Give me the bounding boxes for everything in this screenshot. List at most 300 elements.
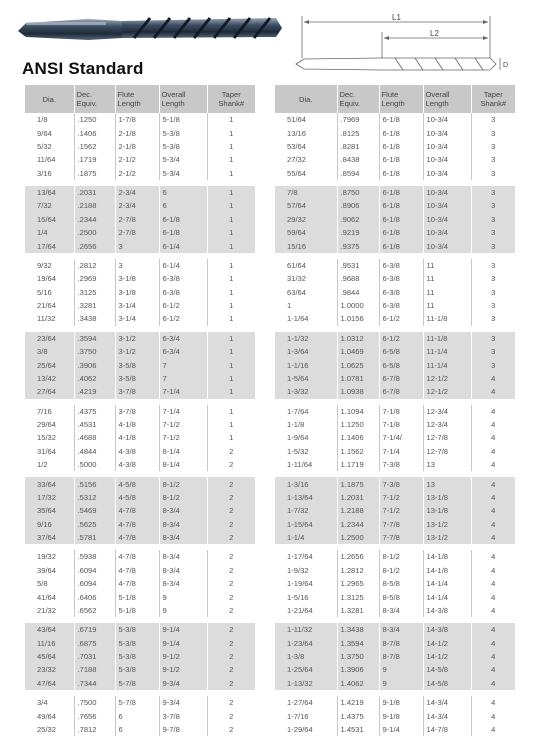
cell-taper-shank: 1	[207, 329, 255, 345]
cell-taper-shank: 1	[207, 272, 255, 285]
cell-taper-shank: 2	[207, 458, 255, 474]
cell-dia: 37/64	[25, 531, 74, 547]
cell-dia: 19/32	[25, 547, 74, 563]
table-row	[25, 445, 255, 458]
cell-taper-shank: 4	[471, 709, 515, 722]
cell-flute-length: 7-1/2	[379, 504, 423, 517]
cell-dec-equiv: .2188	[74, 199, 115, 212]
cell-flute-length: 6-1/8	[379, 113, 423, 126]
cell-taper-shank: 2	[207, 531, 255, 547]
cell-flute-length: 2-7/8	[115, 226, 159, 239]
cell-overall-length: 8-3/4	[159, 504, 207, 517]
col-dia	[275, 85, 337, 113]
l1-label: L1	[392, 14, 401, 22]
cell-taper-shank: 2	[207, 677, 255, 693]
cell-dec-equiv: .8438	[337, 153, 379, 166]
table-body-left	[25, 113, 255, 736]
cell-flute-length: 6-7/8	[379, 372, 423, 385]
cell-dec-equiv: .7344	[74, 677, 115, 693]
cell-dia: 17/32	[25, 491, 74, 504]
cell-overall-length: 8-3/4	[159, 518, 207, 531]
cell-dia: 1-9/32	[287, 565, 309, 575]
table-row	[275, 709, 515, 722]
cell-dec-equiv: .3594	[74, 329, 115, 345]
table-row	[275, 663, 515, 676]
cell-overall-length: 12-3/4	[423, 402, 471, 418]
table-row	[25, 213, 255, 226]
taper-shank-drill-image	[14, 4, 284, 50]
cell-dec-equiv: .2812	[74, 256, 115, 272]
cell-dec-equiv: .2344	[74, 213, 115, 226]
cell-overall-length: 12-3/4	[423, 418, 471, 431]
cell-overall-length: 12-7/8	[423, 445, 471, 458]
cell-dia: 5/16	[37, 287, 52, 297]
cell-overall-length: 8-1/4	[159, 445, 207, 458]
cell-flute-length: 2-1/2	[115, 167, 159, 183]
table-row	[275, 504, 515, 517]
cell-dec-equiv: .1406	[74, 126, 115, 139]
cell-taper-shank: 3	[471, 126, 515, 139]
cell-taper-shank: 3	[471, 226, 515, 239]
cell-dia: 55/64	[287, 168, 307, 178]
cell-flute-length: 3	[115, 256, 159, 272]
cell-dia: 11/16	[25, 637, 74, 650]
cell-overall-length: 14-1/8	[423, 564, 471, 577]
table-row	[25, 590, 255, 603]
cell-flute-length: 6-3/8	[379, 299, 423, 312]
cell-overall-length: 6-1/4	[159, 239, 207, 255]
cell-taper-shank: 2	[207, 564, 255, 577]
cell-flute-length: 5-1/8	[115, 604, 159, 620]
cell-flute-length: 7-1/4	[379, 445, 423, 458]
cell-dia: 1-25/64	[275, 663, 337, 676]
cell-flute-length: 6	[115, 709, 159, 722]
cell-flute-length: 7-3/8	[379, 458, 423, 474]
col-dec-line1: Dec.	[339, 90, 356, 99]
table-row	[275, 286, 515, 299]
cell-overall-length: 9-1/4	[159, 637, 207, 650]
cell-dia: 3/16	[37, 168, 52, 178]
cell-flute-length: 3-5/8	[115, 358, 159, 371]
cell-dia: 39/64	[37, 565, 57, 575]
table-row	[25, 474, 255, 490]
col-dec-line1: Dec.	[76, 90, 93, 99]
cell-overall-length: 11	[423, 272, 471, 285]
cell-flute-length: 7-3/8	[379, 474, 423, 490]
cell-flute-length: 6-1/2	[379, 312, 423, 328]
table-row	[25, 564, 255, 577]
table-row	[275, 458, 515, 474]
cell-taper-shank: 1	[207, 256, 255, 272]
cell-taper-shank: 4	[471, 418, 515, 431]
cell-dia: 1-21/64	[287, 605, 313, 615]
cell-dia: 1-3/16	[275, 474, 337, 490]
cell-dec-equiv: 1.0938	[337, 385, 379, 401]
cell-flute-length: 6-3/8	[379, 272, 423, 285]
col-taper-shank	[207, 85, 255, 113]
cell-taper-shank: 4	[471, 723, 515, 736]
table-row	[275, 199, 515, 212]
col-dia-label: Dia.	[42, 94, 56, 104]
cell-flute-length: 9-1/4	[379, 723, 423, 736]
cell-dia: 1/2	[37, 460, 48, 470]
cell-flute-length: 7-1/8	[379, 418, 423, 431]
cell-flute-length: 8-5/8	[379, 590, 423, 603]
cell-dia: 7/16	[25, 402, 74, 418]
cell-taper-shank: 4	[471, 547, 515, 563]
cell-taper-shank: 3	[471, 213, 515, 226]
cell-flute-length: 7-1/8	[379, 402, 423, 418]
cell-overall-length: 11-1/8	[423, 312, 471, 328]
cell-dia: 1-15/64	[275, 518, 337, 531]
table-row	[275, 312, 515, 328]
col-flute-line1: Flute	[117, 90, 135, 99]
cell-dec-equiv: .5625	[74, 518, 115, 531]
cell-dia: 25/32	[37, 724, 57, 734]
table-row	[25, 329, 255, 345]
cell-dec-equiv: .3750	[74, 345, 115, 358]
cell-overall-length: 11-1/4	[423, 345, 471, 358]
cell-dia: 13/64	[25, 183, 74, 199]
col-taper-line2: Shank#	[480, 99, 507, 108]
cell-dec-equiv: .9062	[337, 213, 379, 226]
cell-taper-shank: 1	[207, 183, 255, 199]
cell-dia: 9/16	[25, 518, 74, 531]
cell-flute-length: 6-1/2	[379, 329, 423, 345]
cell-overall-length: 6-1/8	[159, 226, 207, 239]
cell-flute-length: 8-5/8	[379, 577, 423, 590]
cell-flute-length: 3	[115, 239, 159, 255]
cell-dia: 1-1/8	[287, 420, 305, 430]
cell-dec-equiv: 1.0781	[337, 372, 379, 385]
cell-dec-equiv: 1.4531	[337, 723, 379, 736]
cell-dia: 1-5/64	[275, 372, 337, 385]
cell-taper-shank: 3	[471, 256, 515, 272]
cell-dec-equiv: .2969	[74, 272, 115, 285]
cell-dec-equiv: 1.1562	[337, 445, 379, 458]
cell-overall-length: 8-1/4	[159, 458, 207, 474]
cell-dec-equiv: .4688	[74, 431, 115, 444]
table-row	[275, 620, 515, 636]
cell-dec-equiv: .9688	[337, 272, 379, 285]
table-row	[275, 256, 515, 272]
cell-flute-length: 2-1/8	[115, 140, 159, 153]
cell-flute-length: 5-7/8	[115, 677, 159, 693]
cell-dia: 1/8	[37, 115, 48, 125]
table-row	[275, 329, 515, 345]
cell-flute-length: 2-7/8	[115, 213, 159, 226]
cell-dec-equiv: .9375	[337, 239, 379, 255]
cell-overall-length: 14-3/8	[423, 620, 471, 636]
cell-dia: 1-3/32	[275, 385, 337, 401]
cell-flute-length: 5-3/8	[115, 663, 159, 676]
cell-flute-length: 7-1/4/	[379, 431, 423, 444]
cell-dec-equiv: .4844	[74, 445, 115, 458]
table-row	[25, 286, 255, 299]
cell-dec-equiv: 1.2188	[337, 504, 379, 517]
cell-taper-shank: 4	[471, 504, 515, 517]
cell-dia: 1	[287, 301, 292, 311]
cell-dec-equiv: 1.0000	[337, 299, 379, 312]
cell-taper-shank: 2	[207, 637, 255, 650]
cell-dia: 7/32	[25, 199, 74, 212]
cell-dec-equiv: .8750	[337, 183, 379, 199]
cell-dec-equiv: .4531	[74, 418, 115, 431]
cell-dia: 3/8	[25, 345, 74, 358]
cell-flute-length: 4-7/8	[115, 504, 159, 517]
cell-overall-length: 6-1/2	[159, 312, 207, 328]
cell-dia: 13/42	[25, 372, 74, 385]
table-row	[25, 358, 255, 371]
table-row	[275, 153, 515, 166]
cell-dec-equiv: 1.1875	[337, 474, 379, 490]
cell-dia: 23/64	[25, 329, 74, 345]
cell-taper-shank: 3	[471, 153, 515, 166]
cell-dia: 1-9/64	[287, 433, 309, 443]
table-row	[275, 167, 515, 183]
col-dia-label: Dia.	[298, 94, 313, 104]
cell-flute-length: 4-3/8	[115, 458, 159, 474]
col-overall-line1: Overall	[425, 90, 450, 99]
cell-taper-shank: 3	[471, 345, 515, 358]
cell-overall-length: 10-3/4	[423, 126, 471, 139]
cell-taper-shank: 4	[471, 604, 515, 620]
cell-dec-equiv: .9531	[337, 256, 379, 272]
cell-overall-length: 10-3/4	[423, 153, 471, 166]
cell-dia: 1-7/64	[275, 402, 337, 418]
cell-overall-length: 14-3/8	[423, 604, 471, 620]
cell-taper-shank: 3	[471, 272, 515, 285]
cell-taper-shank: 4	[471, 531, 515, 547]
cell-dec-equiv: 1.3906	[337, 663, 379, 676]
spec-table-left	[25, 85, 255, 736]
cell-taper-shank: 3	[471, 358, 515, 371]
cell-overall-length: 9	[159, 590, 207, 603]
table-row	[275, 531, 515, 547]
cell-overall-length: 7-1/2	[159, 418, 207, 431]
cell-overall-length: 14-1/2	[423, 637, 471, 650]
cell-dec-equiv: .5000	[74, 458, 115, 474]
cell-overall-length: 6-1/2	[159, 299, 207, 312]
cell-flute-length: 1-7/8	[115, 113, 159, 126]
cell-dia: 1-13/32	[275, 677, 337, 693]
cell-taper-shank: 3	[471, 286, 515, 299]
table-row	[25, 372, 255, 385]
cell-dec-equiv: .8906	[337, 199, 379, 212]
cell-taper-shank: 3	[471, 239, 515, 255]
cell-overall-length: 14-3/4	[423, 693, 471, 709]
cell-flute-length: 4-7/8	[115, 531, 159, 547]
cell-dec-equiv: .9219	[337, 226, 379, 239]
cell-dia: 33/64	[25, 474, 74, 490]
table-row	[275, 239, 515, 255]
cell-dec-equiv: .7969	[337, 113, 379, 126]
cell-overall-length: 5-3/4	[159, 153, 207, 166]
cell-overall-length: 6-1/8	[159, 213, 207, 226]
cell-taper-shank: 4	[471, 518, 515, 531]
cell-dec-equiv: .5469	[74, 504, 115, 517]
header-row	[25, 85, 255, 113]
table-row	[25, 226, 255, 239]
cell-taper-shank: 2	[207, 577, 255, 590]
cell-flute-length: 3-1/8	[115, 286, 159, 299]
cell-flute-length: 3-1/8	[115, 272, 159, 285]
cell-taper-shank: 1	[207, 385, 255, 401]
cell-dec-equiv: .5156	[74, 474, 115, 490]
cell-dia: 25/64	[25, 358, 74, 371]
cell-flute-length: 2-3/4	[115, 199, 159, 212]
table-row	[275, 637, 515, 650]
cell-taper-shank: 4	[471, 620, 515, 636]
cell-taper-shank: 4	[471, 637, 515, 650]
cell-dia: 9/64	[37, 128, 52, 138]
cell-overall-length: 10-3/4	[423, 167, 471, 183]
cell-flute-length: 8-1/2	[379, 564, 423, 577]
cell-overall-length: 14-5/8	[423, 663, 471, 676]
table-row	[275, 213, 515, 226]
cell-overall-length: 8-3/4	[159, 547, 207, 563]
cell-flute-length: 6-1/8	[379, 226, 423, 239]
table-row	[275, 183, 515, 199]
cell-taper-shank: 2	[207, 620, 255, 636]
cell-overall-length: 10-3/4	[423, 239, 471, 255]
cell-dia: 45/64	[25, 650, 74, 663]
cell-dec-equiv: .8594	[337, 167, 379, 183]
table-row	[25, 620, 255, 636]
cell-taper-shank: 1	[207, 167, 255, 183]
cell-taper-shank: 3	[471, 140, 515, 153]
cell-flute-length: 7-7/8	[379, 518, 423, 531]
col-dec-line2: Equiv.	[339, 99, 361, 108]
cell-flute-length: 8-3/4	[379, 620, 423, 636]
cell-dia: 61/64	[275, 256, 337, 272]
cell-overall-length: 8-3/4	[159, 531, 207, 547]
cell-overall-length: 9-7/8	[159, 723, 207, 736]
cell-overall-length: 5-3/4	[159, 167, 207, 183]
table-row	[25, 637, 255, 650]
cell-taper-shank: 4	[471, 663, 515, 676]
cell-dec-equiv: 1.2344	[337, 518, 379, 531]
cell-dia: 7/8	[275, 183, 337, 199]
cell-taper-shank: 4	[471, 491, 515, 504]
cell-taper-shank: 1	[207, 418, 255, 431]
cell-overall-length: 10-3/4	[423, 213, 471, 226]
cell-taper-shank: 4	[471, 372, 515, 385]
cell-overall-length: 9-3/4	[159, 693, 207, 709]
cell-dia: 1-13/64	[275, 491, 337, 504]
table-row	[275, 577, 515, 590]
cell-dec-equiv: .2656	[74, 239, 115, 255]
table-row	[275, 445, 515, 458]
cell-overall-length: 11	[423, 256, 471, 272]
cell-taper-shank: 1	[207, 372, 255, 385]
cell-overall-length: 10-3/4	[423, 140, 471, 153]
cell-taper-shank: 4	[471, 564, 515, 577]
cell-overall-length: 10-3/4	[423, 183, 471, 199]
cell-taper-shank: 3	[471, 329, 515, 345]
cell-flute-length: 6-1/8	[379, 183, 423, 199]
table-row	[275, 140, 515, 153]
cell-dec-equiv: .6562	[74, 604, 115, 620]
cell-flute-length: 6-3/8	[379, 256, 423, 272]
cell-taper-shank: 3	[471, 312, 515, 328]
col-overall-line2: Length	[425, 99, 449, 108]
cell-overall-length: 13-1/2	[423, 531, 471, 547]
table-row	[25, 256, 255, 272]
cell-overall-length: 7-1/4	[159, 385, 207, 401]
cell-overall-length: 13	[423, 474, 471, 490]
cell-dia: 59/64	[275, 226, 337, 239]
cell-overall-length: 10-3/4	[423, 113, 471, 126]
cell-flute-length: 7-7/8	[379, 531, 423, 547]
cell-dia: 29/64	[37, 420, 57, 430]
table-row	[25, 518, 255, 531]
cell-dec-equiv: 1.0156	[337, 312, 379, 328]
cell-dec-equiv: .6875	[74, 637, 115, 650]
cell-dia: 1-1/4	[275, 531, 337, 547]
cell-dia: 11/64	[37, 155, 56, 165]
cell-flute-length: 8-1/2	[379, 547, 423, 563]
cell-taper-shank: 3	[471, 113, 515, 126]
table-row	[275, 385, 515, 401]
cell-overall-length: 7-1/2	[159, 431, 207, 444]
cell-dec-equiv: 1.1406	[337, 431, 379, 444]
cell-dec-equiv: 1.3281	[337, 604, 379, 620]
table-row	[25, 491, 255, 504]
cell-dia: 15/64	[25, 213, 74, 226]
cell-flute-length: 6-1/8	[379, 213, 423, 226]
cell-overall-length: 6-3/8	[159, 286, 207, 299]
cell-flute-length: 7-1/2	[379, 491, 423, 504]
cell-dec-equiv: 1.1094	[337, 402, 379, 418]
cell-flute-length: 8-7/8	[379, 650, 423, 663]
cell-flute-length: 5-1/8	[115, 590, 159, 603]
cell-overall-length: 7-1/4	[159, 402, 207, 418]
cell-taper-shank: 1	[207, 213, 255, 226]
cell-flute-length: 9	[379, 663, 423, 676]
table-row	[25, 577, 255, 590]
cell-dec-equiv: 1.3750	[337, 650, 379, 663]
cell-dia: 1-1/32	[275, 329, 337, 345]
cell-overall-length: 9-1/2	[159, 663, 207, 676]
cell-taper-shank: 1	[207, 431, 255, 444]
cell-dec-equiv: .7812	[74, 723, 115, 736]
table-row	[25, 299, 255, 312]
cell-taper-shank: 1	[207, 299, 255, 312]
drill-dimension-diagram	[290, 14, 515, 72]
cell-taper-shank: 1	[207, 286, 255, 299]
table-row	[275, 723, 515, 736]
cell-dec-equiv: 1.4062	[337, 677, 379, 693]
cell-flute-length: 2-1/2	[115, 153, 159, 166]
table-row	[275, 693, 515, 709]
cell-overall-length: 13-1/8	[423, 504, 471, 517]
cell-taper-shank: 3	[471, 299, 515, 312]
cell-dia: 31/32	[287, 274, 307, 284]
cell-overall-length: 6	[159, 183, 207, 199]
header-row	[275, 85, 515, 113]
col-dec-equiv	[74, 85, 115, 113]
cell-taper-shank: 4	[471, 650, 515, 663]
cell-overall-length: 11-1/4	[423, 358, 471, 371]
table-row	[275, 358, 515, 371]
cell-flute-length: 6-1/8	[379, 239, 423, 255]
cell-dia: 41/64	[37, 592, 57, 602]
table-row	[275, 518, 515, 531]
table-row	[275, 590, 515, 603]
table-row	[25, 604, 255, 620]
col-flute-length	[115, 85, 159, 113]
